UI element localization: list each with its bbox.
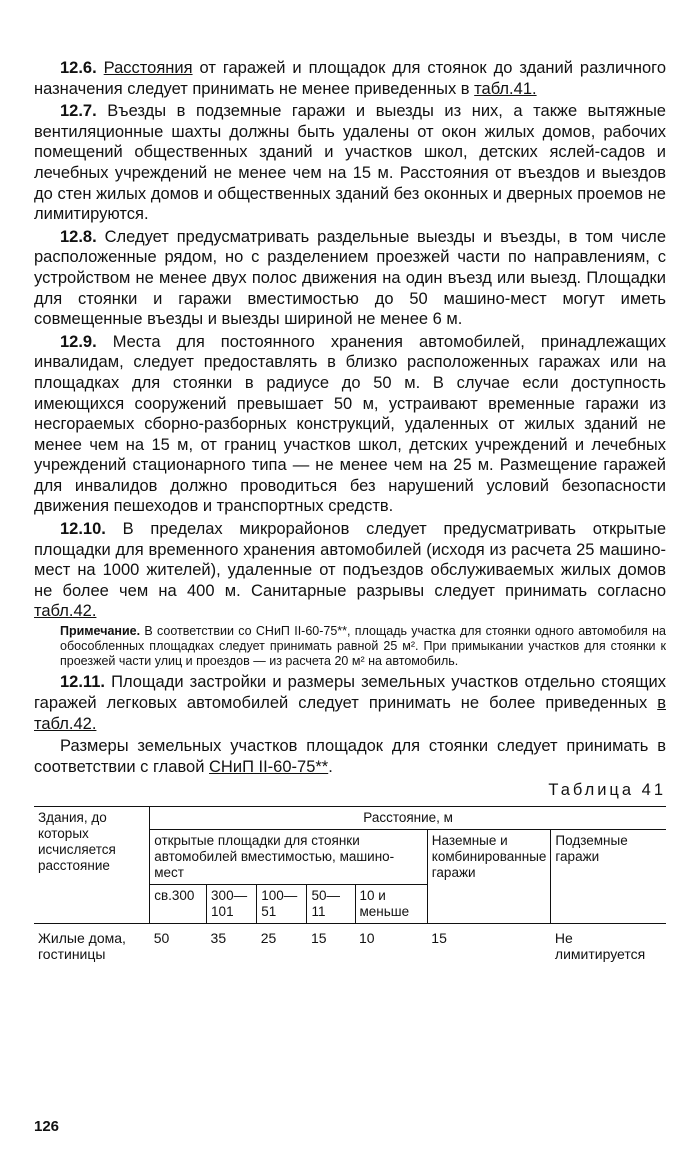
clause-number: 12.6. (60, 59, 97, 77)
table-cell: 15 (431, 930, 447, 947)
paragraph-12-8 (34, 227, 666, 330)
header-underground-garages: Подземные гаражи (551, 830, 666, 924)
clause-number: 12.11. (60, 673, 105, 692)
paragraph-12-10 (34, 519, 666, 622)
paragraph-12-7 (34, 101, 666, 225)
table-ref: табл.42. (34, 602, 97, 621)
table-row (34, 924, 666, 966)
note-text: В соответствии со СНиП II-60-75**, площадь участка для стоянки одного автомобиля на обособленных площадках следует принимать равной 25 м². При примыкании участков для стоянки к проезжей части улиц и проездов — из расчета 20 м² на автомобиль. (60, 624, 666, 668)
subheader-cell: 300—101 (207, 885, 257, 924)
paragraph-text: В пределах микрорайонов следует предусматривать открытые площадки для временного хранения автомобилей (исходя из расчета 25 машино-мест на 1000 жителей), удаленные от подъездов обслуживаемых жилых домов не более чем на 400 м. Санитарные разрывы следует принимать согласно (34, 520, 666, 600)
page-number: 126 (34, 1118, 60, 1135)
table-cell: 15 (310, 930, 327, 947)
table-cell: 50 (153, 930, 170, 947)
document-page (34, 58, 666, 965)
clause-number: 12.8. (60, 227, 97, 246)
subheader-cell: 50—11 (307, 885, 355, 924)
note-label: Примечание. (60, 624, 141, 639)
table-cell: 10 (359, 930, 375, 947)
table-caption: Таблица 41 (548, 781, 666, 800)
paragraph-12-9 (34, 332, 666, 517)
table-41 (34, 806, 666, 965)
clause-number: 12.9. (60, 332, 97, 351)
header-open-lots: открытые площадки для стоянки автомобилей вместимостью, машино-мест (150, 830, 428, 885)
paragraph-12-6 (34, 58, 666, 99)
paragraph-text: Размеры земельных участков площадок для стоянки следует принимать в соответствии с главой (34, 737, 666, 776)
paragraph-12-11 (34, 672, 666, 734)
snip-ref: СНиП II-60-75** (209, 757, 329, 776)
note (34, 624, 666, 668)
table-ref: в табл.42. (34, 694, 666, 733)
subheader-cell: 100—51 (257, 885, 307, 924)
row-label: Жилые дома, гостиницы (38, 930, 126, 963)
term-link: Расстояния (103, 59, 193, 77)
subheader-cell: 10 и меньше (355, 885, 427, 924)
paragraph-sizes (34, 736, 666, 777)
paragraph-text: Площади застройки и размеры земельных участков отдельно стоящих гаражей легковых автомобилей следует принимать не более приведенных (34, 673, 666, 713)
paragraph-text: Места для постоянного хранения автомобилей, принадлежащих инвалидам, следует предоставлять в близко расположенных гаражах или на площадках для стоянки в радиусе до 50 м. В случае если доступность имеющихся сооружений превышает 50 м, устраивают временные гаражи из несгораемых сборно-разборных конструкций, удаленных от жилых зданий не менее чем на 15 м, от границ участков школ, детских учреждений и лечебных учреждений стационарного типа — не менее чем на 25 м. Размещение гаражей для инвалидов должно проводиться без нарушений условий безопасности движения пешеходов и транспортных средств. (34, 332, 666, 516)
table-cell: Не лимитируется (554, 930, 646, 963)
paragraph-text: от гаражей и площадок для стоянок до зданий различного назначения следует принимать не менее приведенных в (34, 59, 666, 98)
table-ref: табл.41. (474, 79, 537, 98)
paragraph-text: Въезды в подземные гаражи и выезды из них, а также вытяжные вентиляционные шахты должны быть удалены от окон жилых домов, рабочих помещений общественных зданий и участков школ, детских яслей-садов и лечебных учреждений не менее чем на 15 м. Расстояния от въездов и выездов до стен жилых домов и общественных зданий без оконных и дверных проемов не лимитируются. (34, 102, 666, 224)
clause-number: 12.7. (60, 102, 97, 121)
subheader-cell: св.300 (150, 885, 207, 924)
header-distance: Расстояние, м (150, 807, 666, 830)
header-building: Здания, до которых исчисляется расстояние (34, 807, 150, 924)
table-cell: 35 (210, 930, 227, 947)
header-ground-garages: Наземные и комбинированные гаражи (427, 830, 551, 924)
paragraph-text: . (328, 757, 333, 776)
clause-number: 12.10. (60, 520, 106, 539)
paragraph-text: Следует предусматривать раздельные выезды и въезды, в том числе расположенные рядом, но с разделением проезжей части по направлениям, с устройством не менее двух полос движения на один въезд или выезд. Площадки для стоянки и гаражи вместимостью до 50 машино-мест могут иметь совмещенные въезды и выезды шириной не менее 6 м. (34, 227, 666, 329)
table-cell: 25 (260, 930, 277, 947)
